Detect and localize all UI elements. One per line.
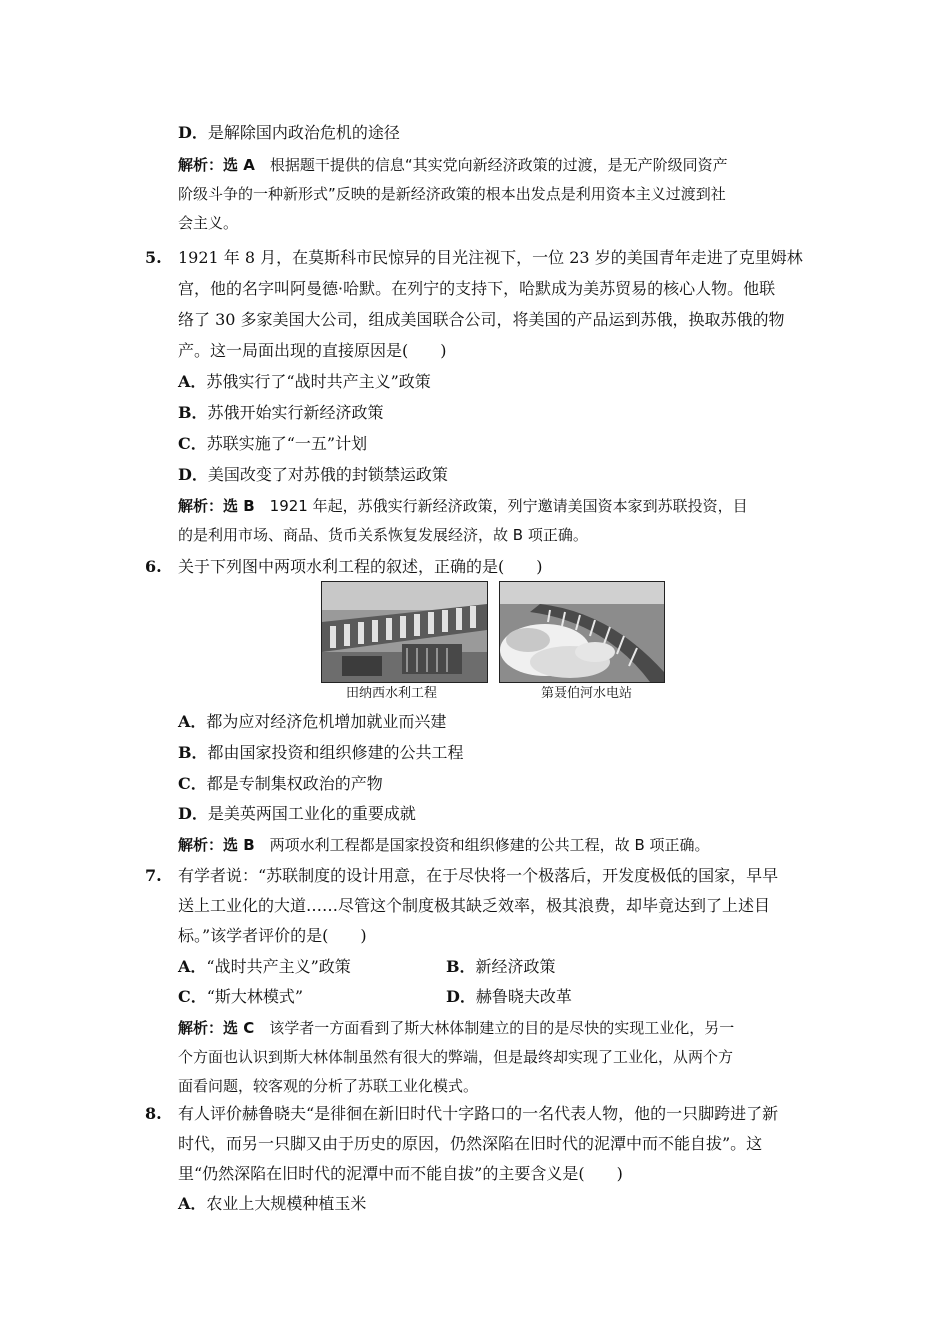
option-text: 都为应对经济危机增加就业而兴建 xyxy=(206,712,447,731)
tennessee-dam-photo xyxy=(321,581,488,683)
option-text: 苏俄实行了“战时共产主义”政策 xyxy=(206,372,431,391)
option-letter: A． xyxy=(178,372,207,391)
option-text: 新经济政策 xyxy=(475,957,556,976)
q5-option-b xyxy=(178,403,384,423)
q5-option-a xyxy=(178,372,431,392)
q7-number: 7. xyxy=(145,866,162,885)
q4-analysis-line-3: 会主义。 xyxy=(178,214,239,232)
option-text: 都由国家投资和组织修建的公共工程 xyxy=(207,743,464,762)
analysis-text: 该学者一方面看到了斯大林体制建立的目的是尽快的实现工业化，另一 xyxy=(269,1019,735,1037)
option-text: 是美英两国工业化的重要成就 xyxy=(207,804,416,823)
option-letter: B． xyxy=(178,743,208,762)
q5-option-c xyxy=(178,434,367,454)
q5-stem-line-2: 宫，他的名字叫阿曼德·哈默。在列宁的支持下，哈默成为美苏贸易的核心人物。他联 xyxy=(178,279,776,298)
q5-number: 5. xyxy=(145,248,162,267)
option-text: 美国改变了对苏俄的封锁禁运政策 xyxy=(207,465,448,484)
analysis-label: 解析：选 B xyxy=(178,836,255,854)
q5-stem-line-3: 络了 30 多家美国大公司，组成美国联合公司，将美国的产品运到苏俄，换取苏俄的物 xyxy=(178,310,785,329)
q8-stem-line-1: 有人评价赫鲁晓夫“是徘徊在新旧时代十字路口的一名代表人物，他的一只脚跨进了新 xyxy=(178,1104,779,1123)
q7-stem-line-3: 标。”该学者评价的是( ) xyxy=(178,926,367,945)
q7-analysis-line-2: 个方面也认识到斯大林体制虽然有很大的弊端，但是最终却实现了工业化，从两个方 xyxy=(178,1048,734,1066)
option-letter: A． xyxy=(178,957,207,976)
option-letter: C． xyxy=(178,987,207,1006)
analysis-text: 1921 年起，苏俄实行新经济政策，列宁邀请美国资本家到苏联投资，目 xyxy=(269,497,748,515)
q5-analysis-line-1 xyxy=(178,496,748,516)
q5-option-d xyxy=(178,465,448,485)
option-letter: C． xyxy=(178,774,207,793)
q8-number: 8. xyxy=(145,1104,162,1123)
q4-option-d xyxy=(178,123,400,143)
q6-option-d xyxy=(178,804,416,824)
option-text: 赫鲁晓夫改革 xyxy=(475,987,572,1006)
option-letter: D． xyxy=(446,987,476,1006)
q7-analysis-line-1 xyxy=(178,1018,734,1038)
q6-option-b xyxy=(178,743,464,763)
analysis-label: 解析：选 B xyxy=(178,497,255,515)
q8-option-a xyxy=(178,1194,366,1214)
q7-option-a xyxy=(178,957,351,977)
option-letter: C． xyxy=(178,434,207,453)
dam-photo-illustration xyxy=(322,582,487,682)
q7-option-b xyxy=(446,957,556,977)
option-text: 农业上大规模种植玉米 xyxy=(206,1194,367,1213)
q7-stem-line-1: 有学者说：“苏联制度的设计用意，在于尽快将一个极落后，开发度极低的国家，早早 xyxy=(178,866,779,885)
q7-stem-line-2: 送上工业化的大道……尽管这个制度极其缺乏效率，极其浪费，却毕竟达到了上述目 xyxy=(178,896,771,915)
q8-stem-line-2: 时代，而另一只脚又由于历史的原因，仍然深陷在旧时代的泥潭中而不能自拔”。这 xyxy=(178,1134,763,1153)
q7-option-d xyxy=(446,987,572,1007)
option-letter: D． xyxy=(178,465,208,484)
dnieper-dam-photo xyxy=(499,581,665,683)
q6-option-c xyxy=(178,774,383,794)
option-letter: B． xyxy=(446,957,476,976)
option-letter: B． xyxy=(178,403,208,422)
q5-stem-line-1: 1921 年 8 月，在莫斯科市民惊异的目光注视下，一位 23 岁的美国青年走进了克里姆林 xyxy=(178,248,803,267)
q5-analysis-line-2: 的是利用市场、商品、货币关系恢复发展经济，故 B 项正确。 xyxy=(178,526,588,544)
analysis-text: 根据题干提供的信息“其实党向新经济政策的过渡，是无产阶级同资产 xyxy=(269,156,728,174)
q7-option-c xyxy=(178,987,303,1007)
q8-stem-line-3: 里“仍然深陷在旧时代的泥潭中而不能自拔”的主要含义是( ) xyxy=(178,1164,623,1183)
option-text: 都是专制集权政治的产物 xyxy=(206,774,383,793)
option-letter: D． xyxy=(178,804,208,823)
option-text: 苏俄开始实行新经济政策 xyxy=(207,403,384,422)
dam-photo-illustration xyxy=(500,582,664,682)
analysis-label: 解析：选 C xyxy=(178,1019,255,1037)
option-letter: A． xyxy=(178,712,207,731)
q4-analysis-line-1 xyxy=(178,155,728,175)
q7-analysis-line-3: 面看问题，较客观的分析了苏联工业化模式。 xyxy=(178,1077,479,1095)
q6-stem: 关于下列图中两项水利工程的叙述，正确的是( ) xyxy=(178,557,543,576)
option-text: “斯大林模式” xyxy=(206,987,304,1006)
option-text: 是解除国内政治危机的途径 xyxy=(207,123,400,142)
figure-caption-dnieper: 第聂伯河水电站 xyxy=(541,686,633,701)
q6-analysis-line-1 xyxy=(178,835,710,855)
analysis-text: 两项水利工程都是国家投资和组织修建的公共工程，故 B 项正确。 xyxy=(269,836,710,854)
figure-caption-tennessee: 田纳西水利工程 xyxy=(346,686,438,701)
option-text: “战时共产主义”政策 xyxy=(206,957,351,976)
q4-analysis-line-2: 阶级斗争的一种新形式”反映的是新经济政策的根本出发点是利用资本主义过渡到社 xyxy=(178,185,726,203)
option-letter: D． xyxy=(178,123,208,142)
option-letter: A． xyxy=(178,1194,207,1213)
q6-option-a xyxy=(178,712,446,732)
option-text: 苏联实施了“一五”计划 xyxy=(206,434,368,453)
analysis-label: 解析：选 A xyxy=(178,156,255,174)
q5-stem-line-4: 产。这一局面出现的直接原因是( ) xyxy=(178,341,447,360)
q6-number: 6. xyxy=(145,557,162,576)
